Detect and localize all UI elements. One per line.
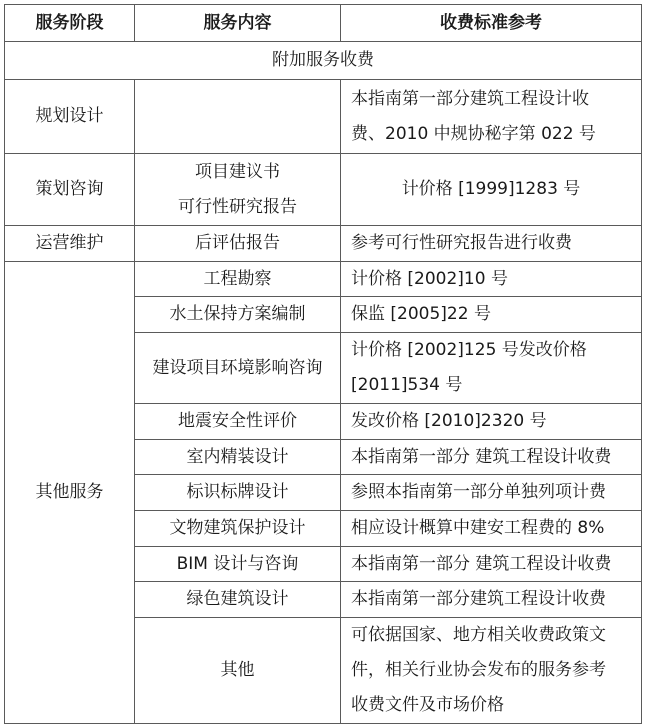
content-cell [135, 154, 341, 226]
stage-cell: 规划设计 [5, 80, 135, 154]
fee-reference-cell: 参考可行性研究报告进行收费 [341, 226, 642, 262]
content-cell: 水土保持方案编制 [135, 297, 341, 333]
table-row [5, 154, 642, 226]
fee-reference-line: 计价格 [2002]125 号发改价格 [351, 340, 587, 360]
fee-reference-line: 件，相关行业协会发布的服务参考 [351, 660, 606, 680]
fee-reference-cell: 本指南第一部分 建筑工程设计收费 [341, 440, 642, 475]
fee-reference-cell: 计价格 [1999]1283 号 [341, 154, 642, 226]
header-stage: 服务阶段 [5, 5, 135, 42]
stage-cell: 策划咨询 [5, 154, 135, 226]
section-row [5, 42, 642, 80]
stage-cell: 其他服务 [5, 262, 135, 724]
content-cell: BIM 设计与咨询 [135, 547, 341, 582]
table-row [5, 226, 642, 262]
content-cell: 标识标牌设计 [135, 475, 341, 511]
content-line: 项目建议书 [195, 161, 280, 182]
fee-reference-cell: 参照本指南第一部分单独列项计费 [341, 475, 642, 511]
section-title: 附加服务收费 [5, 42, 642, 80]
table-row [5, 262, 642, 297]
fee-reference-cell: 本指南第一部分建筑工程设计收费 [341, 582, 642, 618]
content-cell: 文物建筑保护设计 [135, 511, 341, 547]
content-cell [135, 80, 341, 154]
fee-reference-cell [341, 333, 642, 404]
content-cell: 工程勘察 [135, 262, 341, 297]
fee-reference-cell: 计价格 [2002]10 号 [341, 262, 642, 297]
content-cell: 其他 [135, 618, 341, 724]
fee-reference-cell [341, 80, 642, 154]
fee-reference-line: 收费文件及市场价格 [351, 695, 504, 715]
content-line: 可行性研究报告 [178, 196, 297, 217]
fee-reference-line: 本指南第一部分建筑工程设计收 [351, 88, 589, 109]
fee-reference-line: [2011]534 号 [351, 375, 463, 395]
fee-reference-line: 可依据国家、地方相关收费政策文 [351, 625, 606, 645]
content-cell: 绿色建筑设计 [135, 582, 341, 618]
stage-cell: 运营维护 [5, 226, 135, 262]
fee-reference-table [4, 4, 642, 724]
fee-reference-cell: 保监 [2005]22 号 [341, 297, 642, 333]
fee-reference-cell: 本指南第一部分 建筑工程设计收费 [341, 547, 642, 582]
fee-reference-cell: 发改价格 [2010]2320 号 [341, 404, 642, 440]
header-row [5, 5, 642, 42]
fee-reference-cell: 相应设计概算中建安工程费的 8% [341, 511, 642, 547]
content-cell: 建设项目环境影响咨询 [135, 333, 341, 404]
header-fee-reference: 收费标准参考 [341, 5, 642, 42]
content-cell: 后评估报告 [135, 226, 341, 262]
header-content: 服务内容 [135, 5, 341, 42]
fee-reference-cell [341, 618, 642, 724]
content-cell: 室内精装设计 [135, 440, 341, 475]
table-row [5, 80, 642, 154]
content-cell: 地震安全性评价 [135, 404, 341, 440]
fee-reference-line: 费、2010 中规协秘字第 022 号 [351, 123, 596, 144]
